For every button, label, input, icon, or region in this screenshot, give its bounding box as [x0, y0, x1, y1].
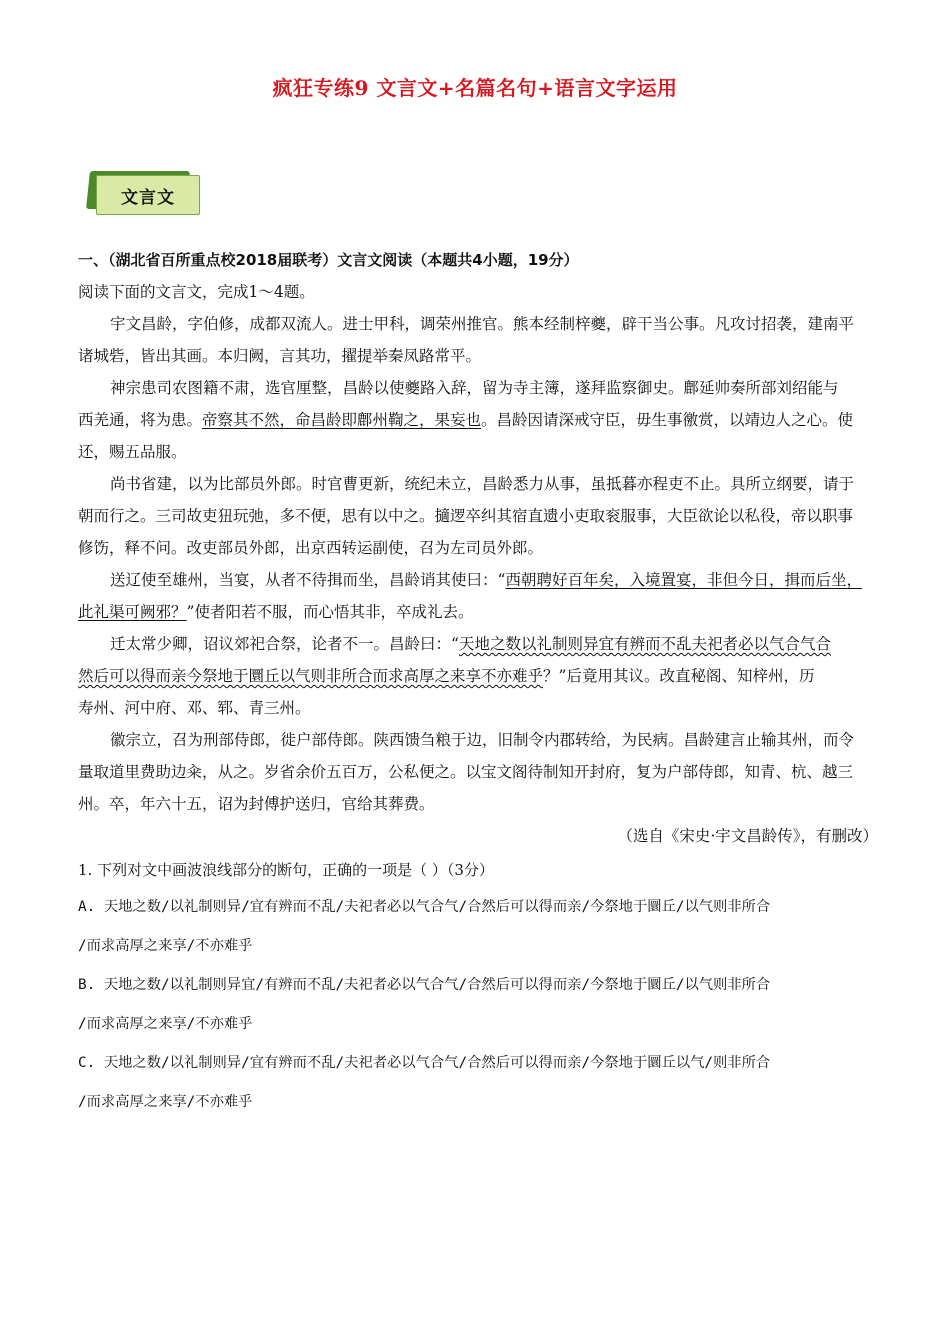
paragraph-1-line-2: 诸城砦，皆出其画。本归阙，言其功，擢提举秦凤路常平。 [78, 347, 482, 365]
paragraph-5-line-3: 寿州、河中府、邓、郓、青三州。 [78, 699, 311, 717]
instruction: 阅读下面的文言文，完成1～4题。 [78, 283, 315, 301]
paragraph-5-line-1: 迁太常少卿，诏议郊祀合祭，论者不一。昌龄曰：“天地之数以礼制则异宜有辨而不乱夫祀者必以气合气合 [110, 635, 831, 653]
paragraph-3-line-2: 朝而行之。三司故吏狃玩弛，多不便，思有以中之。擿逻卒纠其宿直遗小吏取衮服事，大臣欲论以私役，帝以职事 [78, 507, 854, 525]
option-b-line-2: /而求高厚之来享/不亦难乎 [78, 1016, 253, 1032]
option-a-line-2: /而求高厚之来享/不亦难乎 [78, 938, 253, 954]
paragraph-4-line-1: 送辽使至雄州，当宴，从者不待揖而坐，昌龄诮其使曰：“西朝聘好百年矣，入境置宴，非但今日，揖而后坐， [110, 571, 862, 589]
paragraph-6-line-3: 州。卒，年六十五，诏为封傅护送归，官给其葬费。 [78, 795, 435, 813]
paragraph-2-line-1: 神宗患司农图籍不肃，选官厘整，昌龄以使夔路入辞，留为寺主簿，遂拜监察御史。鄜延帅奏所部刘绍能与 [110, 379, 839, 397]
source-citation: （选自《宋史·宇文昌龄传》，有删改） [617, 827, 878, 845]
document-body [78, 244, 888, 1122]
wavy-underlined-text: 然后可以得而亲今祭地于圜丘以气则非所合而求高厚之来享不亦难乎 [78, 667, 544, 685]
paragraph-4-line-2: 此礼渠可阙邪？”使者阳若不服，而心悟其非，卒成礼去。 [78, 603, 474, 621]
paragraph-2-line-2: 西羌通，将为患。帝察其不然，命昌龄即鄜州鞫之，果妄也。昌龄因请深戒守臣，毋生事徼赏，以靖边人之心。使 [78, 411, 854, 429]
underlined-sentence: 帝察其不然，命昌龄即鄜州鞫之，果妄也 [202, 411, 482, 429]
question-1: 1. 下列对文中画波浪线部分的断句，正确的一项是（ ）（3分） [78, 861, 494, 879]
option-c-line-1: C. 天地之数/以礼制则异/宜有辨而不乱/夫祀者必以气合气/合然后可以得而亲/今祭地于圜丘以气/则非所合 [78, 1055, 771, 1071]
paragraph-1-line-1: 宇文昌龄，字伯修，成都双流人。进士甲科，调荣州推官。熊本经制梓夔，辟干当公事。凡攻讨招袭，建南平 [110, 315, 855, 333]
paragraph-6-line-2: 量取道里费助边籴，从之。岁省余价五百万，公私便之。以宝文阁待制知开封府，复为户部侍郎，知青、杭、越三 [78, 763, 854, 781]
underlined-sentence: 西朝聘好百年矣，入境置宴，非但今日，揖而后坐， [505, 571, 862, 589]
option-c-line-2: /而求高厚之来享/不亦难乎 [78, 1094, 253, 1110]
option-a-line-1: A. 天地之数/以礼制则异/宜有辨而不乱/夫祀者必以气合气/合然后可以得而亲/今祭地于圜丘/以气则非所合 [78, 899, 771, 915]
dotted-char: 郊祀 [234, 635, 266, 653]
paragraph-3-line-1: 尚书省建，以为比部员外郎。时官曹更新，统纪未立，昌龄悉力从事，虽抵暮亦程吏不止。具所立纲要，请于 [110, 475, 855, 493]
paragraph-6-line-1: 徽宗立，召为刑部侍郎，徙户部侍郎。陕西馈刍粮于边，旧制令内郡转给，为民病。昌龄建言止输其州，而令 [110, 731, 855, 749]
section-tag [88, 171, 200, 217]
dotted-char: 省 [141, 475, 157, 493]
section-tag-label: 文言文 [96, 175, 200, 215]
dotted-char: 品 [140, 443, 156, 461]
dotted-char: 吏 [202, 539, 218, 557]
paragraph-3-line-3: 修饬，释不问。改吏部员外郎，出京西转运副使，召为左司员外郎。 [78, 539, 544, 557]
question-heading: 一、（湖北省百所重点校2018届联考）文言文阅读（本题共4小题，19分） [78, 251, 579, 269]
option-b-line-1: B. 天地之数/以礼制则异宜/有辨而不乱/夫祀者必以气合气/合然后可以得而亲/今祭地于圜丘/以气则非所合 [78, 977, 771, 993]
paragraph-5-line-2: 然后可以得而亲今祭地于圜丘以气则非所合而求高厚之来享不亦难乎？”后竟用其议。改直秘阁、知梓州，历 [78, 667, 815, 685]
paragraph-2-line-3: 还，赐五品服。 [78, 443, 187, 461]
wavy-underlined-text: 天地之数以礼制则异宜有辨而不乱夫祀者必以气合气合 [458, 635, 831, 653]
page-title: 疯狂专练9 文言文+名篇名句+语言文字运用 [272, 76, 678, 100]
underlined-sentence: 此礼渠可阙邪？ [78, 603, 187, 621]
